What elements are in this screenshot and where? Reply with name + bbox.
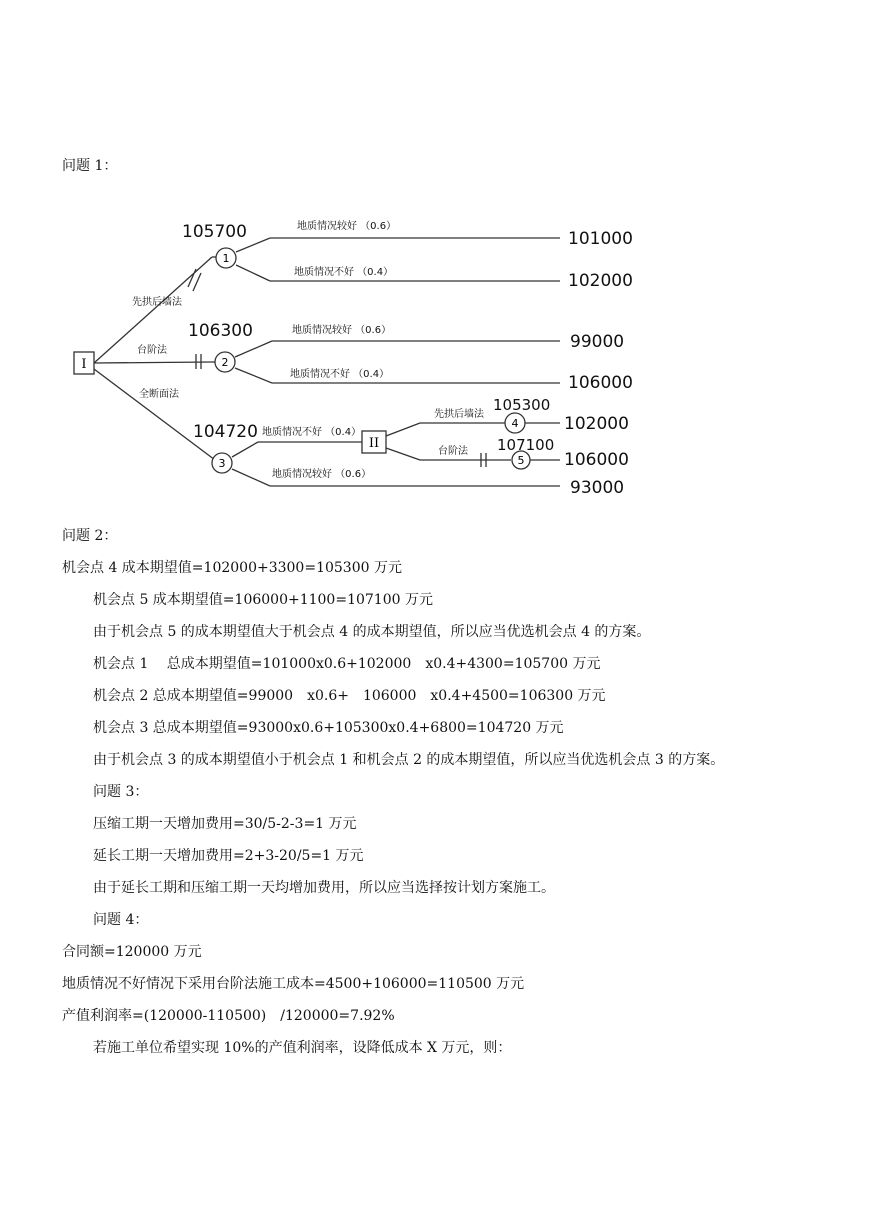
- outcome-label-3-good: 地质情况较好 （0.6）: [272, 469, 372, 480]
- outcome-label-1-good: 地质情况较好 （0.6）: [297, 221, 397, 232]
- branch-label-full-face: 全断面法: [139, 389, 179, 400]
- outcome-value-5: 106000: [564, 450, 629, 470]
- branch-label-bench: 台阶法: [137, 345, 167, 356]
- text-line: 由于机会点 5 的成本期望值大于机会点 4 的成本期望值，所以应当优选机会点 4 的方案。: [93, 624, 651, 640]
- expected-value-1: 105700: [182, 222, 247, 242]
- outcome-label-2-good: 地质情况较好 （0.6）: [292, 325, 392, 336]
- chance-node-5-label: 5: [517, 454, 525, 467]
- text-line: 机会点 5 成本期望值=106000+1100=107100 万元: [93, 592, 433, 608]
- outcome-label-1-bad: 地质情况不好 （0.4）: [294, 267, 394, 278]
- decision-tree-diagram: [60, 205, 640, 505]
- chance-node-1-label: 1: [222, 252, 230, 265]
- chance-node-4-label: 4: [511, 417, 519, 430]
- outcome-label-3-bad: 地质情况不好 （0.4）: [262, 427, 362, 438]
- text-line: 机会点 3 总成本期望值=93000x0.6+105300x0.4+6800=104720 万元: [93, 720, 564, 736]
- branch-label-II-arch-wall: 先拱后墙法: [434, 409, 484, 420]
- text-line: 机会点 2 总成本期望值=99000 x0.6+ 106000 x0.4+4500=106300 万元: [93, 688, 606, 704]
- text-line: 机会点 1 总成本期望值=101000x0.6+102000 x0.4+4300=105700 万元: [93, 656, 601, 672]
- question-2-heading: 问题 2：: [62, 528, 118, 544]
- question-4-heading: 问题 4：: [93, 912, 149, 928]
- decision-node-I-label: I: [81, 357, 87, 372]
- expected-value-5: 107100: [497, 436, 555, 454]
- expected-value-2: 106300: [188, 321, 253, 341]
- outcome-value-2b: 106000: [568, 373, 633, 393]
- outcome-value-1b: 102000: [568, 271, 633, 291]
- text-line: 合同额=120000 万元: [62, 944, 202, 960]
- text-line: 由于延长工期和压缩工期一天均增加费用，所以应当选择按计划方案施工。: [93, 880, 555, 896]
- decision-node-II-label: II: [368, 436, 380, 451]
- chance-node-3-label: 3: [218, 457, 226, 470]
- text-line: 由于机会点 3 的成本期望值小于机会点 1 和机会点 2 的成本期望值，所以应当优选机会点 3 的方案。: [93, 752, 725, 768]
- text-line: 压缩工期一天增加费用=30/5-2-3=1 万元: [93, 816, 357, 832]
- outcome-label-2-bad: 地质情况不好 （0.4）: [290, 369, 390, 380]
- branch-label-arch-wall: 先拱后墙法: [132, 297, 182, 308]
- question-3-heading: 问题 3：: [93, 784, 149, 800]
- expected-value-4: 105300: [493, 396, 551, 414]
- outcome-value-2a: 99000: [570, 332, 625, 352]
- expected-value-3: 104720: [193, 422, 258, 442]
- text-line: 产值利润率=(120000-110500) /120000=7.92%: [62, 1008, 395, 1024]
- text-line: 延长工期一天增加费用=2+3-20/5=1 万元: [93, 848, 364, 864]
- text-line: 地质情况不好情况下采用台阶法施工成本=4500+106000=110500 万元: [62, 976, 525, 992]
- outcome-value-3: 93000: [570, 478, 625, 498]
- text-line: 机会点 4 成本期望值=102000+3300=105300 万元: [62, 560, 402, 576]
- question-1-heading: 问题 1：: [62, 158, 118, 174]
- chance-node-2-label: 2: [221, 356, 229, 369]
- text-line: 若施工单位希望实现 10%的产值利润率，设降低成本 X 万元，则：: [93, 1040, 512, 1056]
- outcome-value-4: 102000: [564, 414, 629, 434]
- outcome-value-1a: 101000: [568, 229, 633, 249]
- branch-label-II-bench: 台阶法: [438, 446, 468, 457]
